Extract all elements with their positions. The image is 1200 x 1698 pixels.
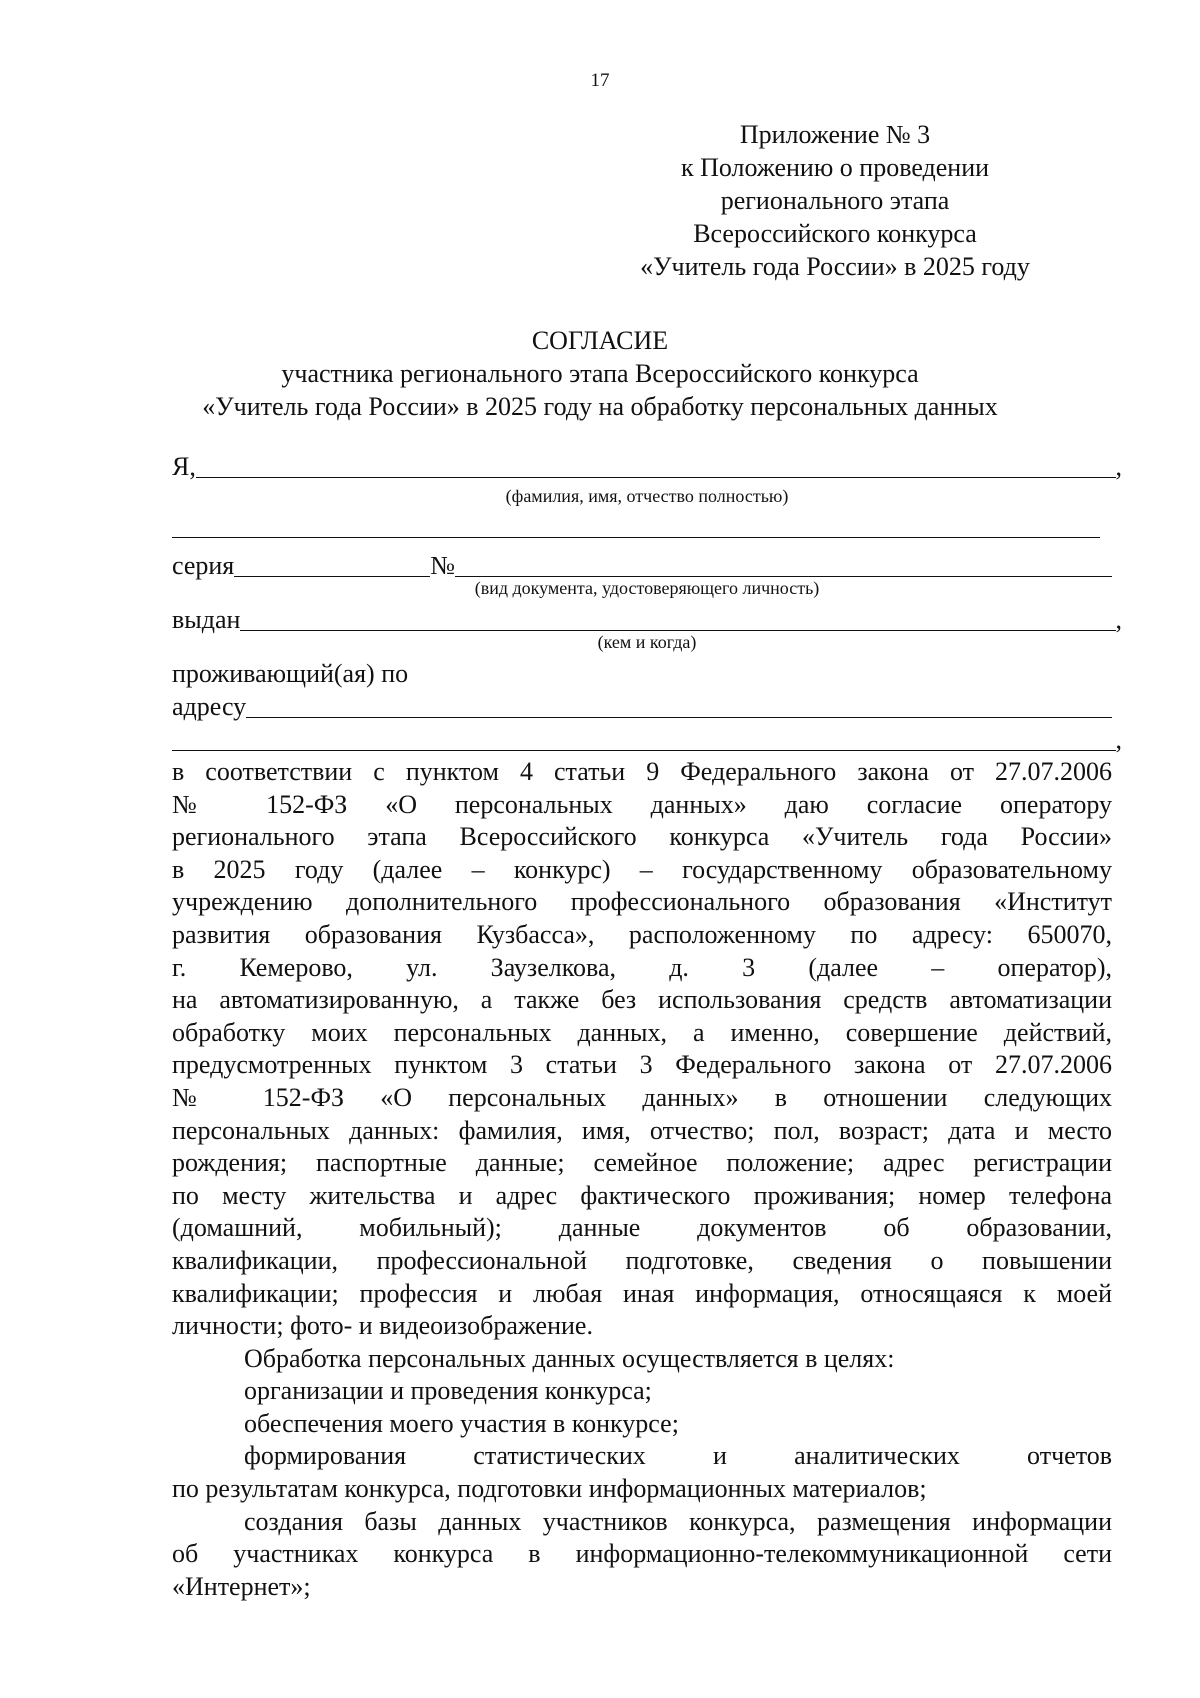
purpose-item-continuation: об участниках конкурса в информационно-телекоммуникационной сети [172, 1539, 1112, 1569]
address-label: адресу [172, 692, 247, 721]
purpose-item: создания базы данных участников конкурса, размещения информации [244, 1506, 1112, 1536]
address-continuation-field[interactable] [172, 726, 1116, 751]
series-label: серия [172, 551, 235, 580]
annex-line: Всероссийского конкурса [693, 219, 977, 248]
comma: , [1115, 605, 1122, 634]
body-line: в 2025 году (далее – конкурс) – государственному образовательному [172, 854, 1112, 884]
annex-header [600, 118, 1070, 283]
fio-field[interactable] [196, 453, 1116, 478]
residing-row [172, 654, 1112, 688]
title-subtitle: участника регионального этапа Всероссийского конкурса [281, 359, 919, 388]
address-continuation-row [172, 720, 1122, 754]
body-line: г. Кемерово, ул. Заузелкова, д. 3 (далее – оператор), [172, 952, 1112, 982]
fio-continuation-row [172, 507, 1100, 541]
address-field[interactable] [246, 693, 1112, 718]
annex-line: регионального этапа [720, 186, 950, 215]
number-field[interactable] [455, 552, 1112, 577]
purpose-item: формирования статистических и аналитических отчетов [244, 1441, 1112, 1471]
document-row [172, 546, 1112, 580]
purpose-item: обеспечения моего участия в конкурсе; [244, 1408, 679, 1438]
fio-row [172, 447, 1122, 481]
body-line: регионального этапа Всероссийского конкурса «Учитель года России» [172, 822, 1112, 852]
comma: , [1115, 452, 1122, 481]
body-line: квалификации, профессиональной подготовке, сведения о повышении [172, 1245, 1112, 1275]
title-subtitle: «Учитель года России» в 2025 году на обработку персональных данных [202, 392, 998, 421]
fio-hint: (фамилия, имя, отчество полностью) [505, 486, 789, 506]
number-label: № [430, 551, 456, 580]
body-line: учреждению дополнительного профессионального образования «Институт [172, 887, 1112, 917]
purpose-item: организации и проведения конкурса; [244, 1376, 652, 1406]
body-line: № 152-ФЗ «О персональных данных» в отношении следующих [172, 1082, 1112, 1112]
ya-label: Я, [172, 452, 196, 481]
document-hint: (вид документа, удостоверяющего личность) [474, 578, 820, 598]
address-row [172, 687, 1112, 721]
purposes-intro: Обработка персональных данных осуществляется в целях: [244, 1343, 895, 1373]
body-line: по месту жительства и адрес фактического проживания; номер телефона [172, 1180, 1112, 1210]
body-line: персональных данных: фамилия, имя, отчество; пол, возраст; дата и место [172, 1115, 1112, 1145]
residing-label: проживающий(ая) по [172, 659, 409, 688]
fio-continuation-field[interactable] [172, 513, 1100, 538]
body-line: на автоматизированную, а также без использования средств автоматизации [172, 985, 1112, 1015]
series-field[interactable] [234, 552, 430, 577]
purpose-item-continuation: «Интернет»; [172, 1571, 311, 1601]
purpose-item-continuation: по результатам конкурса, подготовки информационных материалов; [172, 1474, 927, 1504]
body-line: развития образования Кузбасса», расположенному по адресу: 650070, [172, 919, 1112, 949]
comma: , [1115, 725, 1122, 754]
issued-field[interactable] [240, 606, 1115, 631]
body-line: в соответствии с пунктом 4 статьи 9 Федерального закона от 27.07.2006 [172, 757, 1112, 786]
consent-paragraph [172, 756, 1112, 1603]
body-line: предусмотренных пунктом 3 статьи 3 Федерального закона от 27.07.2006 [172, 1050, 1112, 1080]
annex-line: «Учитель года России» в 2025 году [640, 252, 1030, 281]
annex-line: к Положению о проведении [680, 153, 990, 182]
body-line: рождения; паспортные данные; семейное положение; адрес регистрации [172, 1148, 1112, 1178]
body-line: (домашний, мобильный); данные документов об образовании, [172, 1213, 1112, 1243]
body-line: квалификации; профессия и любая иная информация, относящаяся к моей [172, 1278, 1112, 1308]
issued-row [172, 600, 1122, 634]
document-title [0, 324, 1200, 423]
page-number: 17 [590, 70, 610, 91]
issued-hint: (кем и когда) [597, 632, 697, 652]
annex-line: Приложение № 3 [739, 120, 931, 149]
issued-label: выдан [172, 605, 241, 634]
title-heading: СОГЛАСИЕ [531, 326, 669, 355]
body-line: личности; фото- и видеоизображение. [172, 1311, 593, 1341]
body-line: № 152-ФЗ «О персональных данных» даю согласие оператору [172, 789, 1112, 819]
body-line: обработку моих персональных данных, а именно, совершение действий, [172, 1017, 1112, 1047]
